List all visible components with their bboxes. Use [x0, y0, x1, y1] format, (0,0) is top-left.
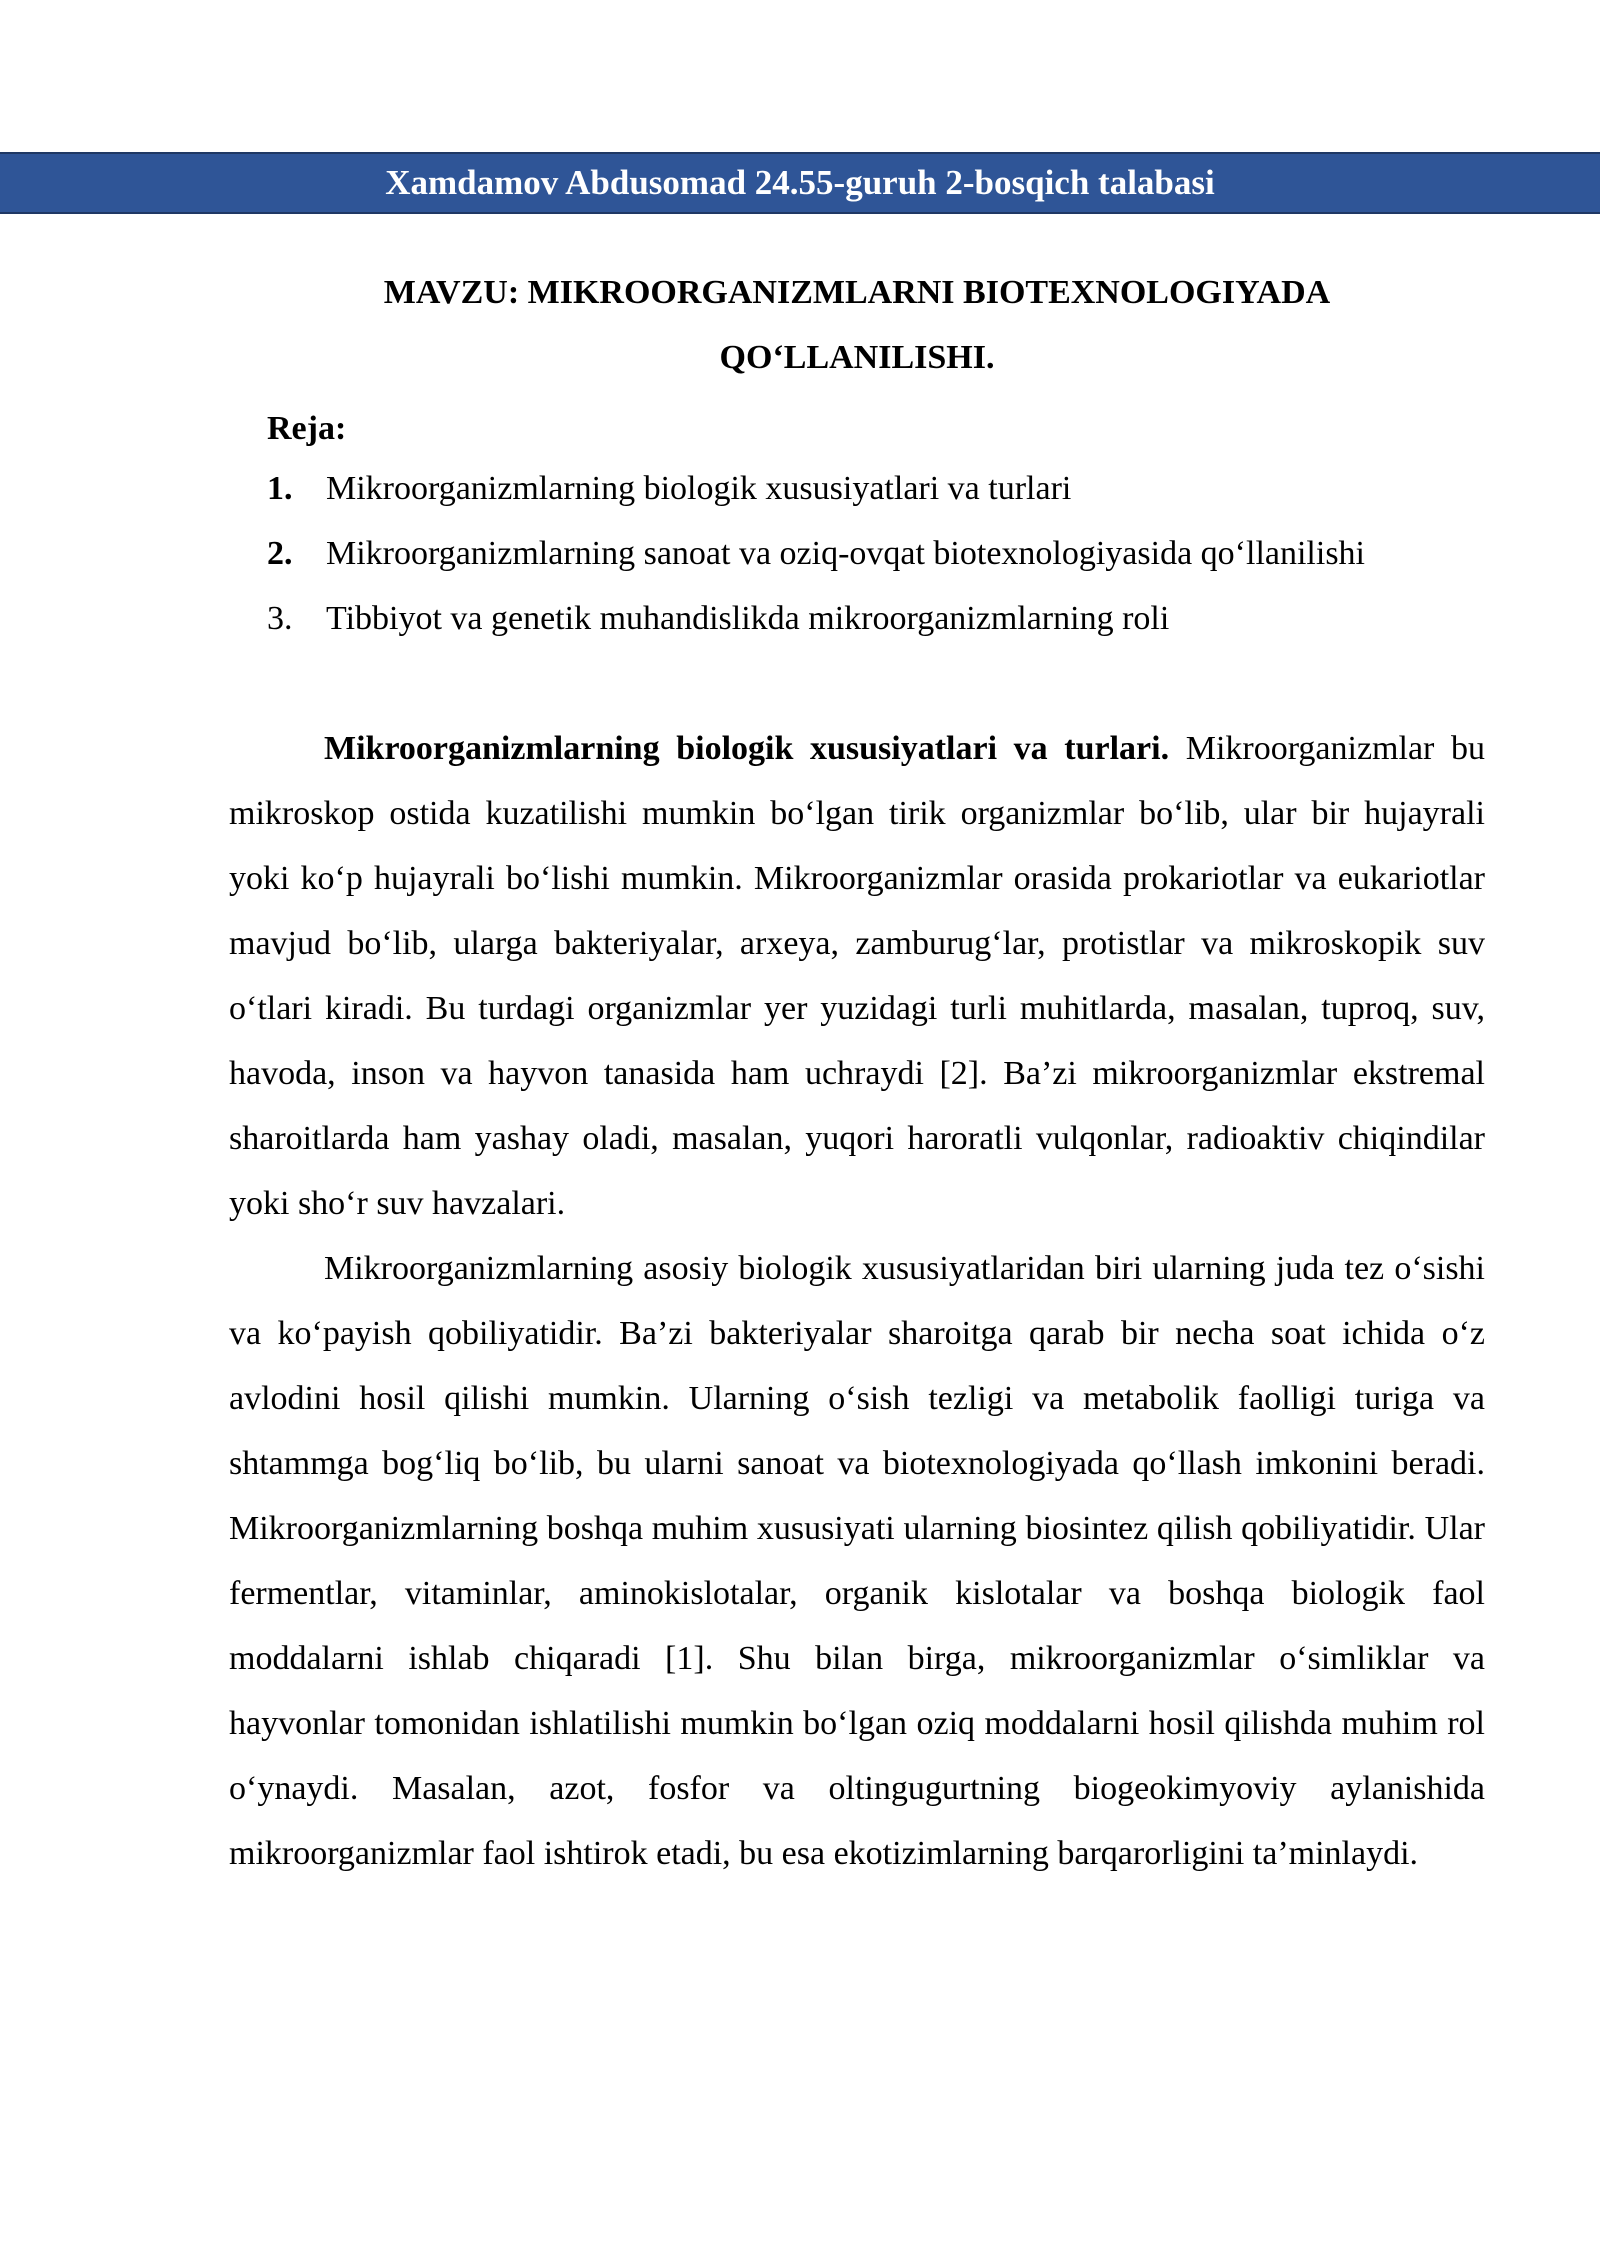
topic-title — [229, 260, 1485, 390]
plan-item-text: Mikroorganizmlarning sanoat va oziq-ovqat biotexnologiyasida qo‘llanilishi — [326, 535, 1365, 572]
plan-item-text: Mikroorganizmlarning biologik xususiyatlari va turlari — [326, 470, 1072, 507]
topic-line-2: QO‘LLANILISHI. — [719, 339, 995, 376]
paragraph-text: Mikroorganizmlar bu mikroskop ostida kuzatilishi mumkin bo‘lgan tirik organizmlar bo‘lib, ular bir hujayrali yoki ko‘p hujayrali bo‘lishi mumkin. Mikroorganizmlar orasida prokariotlar va eukariotlar mavjud bo‘lib, ularga bakteriyalar, arxeya, zamburug‘lar, protistlar va mikroskopik suv o‘tlari kiradi. Bu turdagi organizmlar yer yuzidagi turli muhitlarda, masalan, tuproq, suv, havoda, inson va hayvon tanasida ham uchraydi [2]. Ba’zi mikroorganizmlar ekstremal sharoitlarda ham yashay oladi, masalan, yuqori haroratli vulqonlar, radioaktiv chiqindilar yoki sho‘r suv havzalari. — [229, 730, 1485, 1222]
plan-item-number: 2. — [267, 535, 293, 572]
plan-list — [267, 456, 1507, 651]
document-body — [229, 716, 1485, 1886]
plan-item-text: Tibbiyot va genetik muhandislikda mikroorganizmlarning roli — [326, 600, 1170, 637]
plan-item-number: 3. — [267, 600, 293, 637]
plan-item-number: 1. — [267, 470, 293, 507]
topic-line-1: MAVZU: MIKROORGANIZMLARNI BIOTEXNOLOGIYADA — [383, 274, 1331, 311]
section-heading: Mikroorganizmlarning biologik xususiyatlari va turlari. — [324, 730, 1170, 767]
plan-item — [267, 586, 1507, 651]
paragraph-text: Mikroorganizmlarning asosiy biologik xususiyatlaridan biri ularning juda tez o‘sishi va ko‘payish qobiliyatidir. Ba’zi bakteriyalar sharoitga qarab bir necha soat ichida o‘z avlodini hosil qilishi mumkin. Ularning o‘sish tezligi va metabolik faolligi turiga va shtammga bog‘liq bo‘lib, bu ularni sanoat va biotexnologiyada qo‘llash imkonini beradi. Mikroorganizmlarning boshqa muhim xususiyati ularning biosintez qilish qobiliyatidir. Ular fermentlar, vitaminlar, aminokislotalar, organik kislotalar va boshqa biologik faol moddalarni ishlab chiqaradi [1]. Shu bilan birga, mikroorganizmlar o‘simliklar va hayvonlar tomonidan ishlatilishi mumkin bo‘lgan oziq moddalarni hosil qilishda muhim rol o‘ynaydi. Masalan, azot, fosfor va oltingugurtning biogeokimyoviy aylanishida mikroorganizmlar faol ishtirok etadi, bu esa ekotizimlarning barqarorligini ta’minlaydi. — [229, 1250, 1485, 1872]
paragraph — [229, 716, 1485, 1236]
paragraph — [229, 1236, 1485, 1886]
header-title: Xamdamov Abdusomad 24.55-guruh 2-bosqich talabasi — [385, 163, 1215, 202]
plan-title: Reja: — [267, 410, 347, 447]
plan-item — [267, 521, 1507, 586]
plan-item — [267, 456, 1507, 521]
